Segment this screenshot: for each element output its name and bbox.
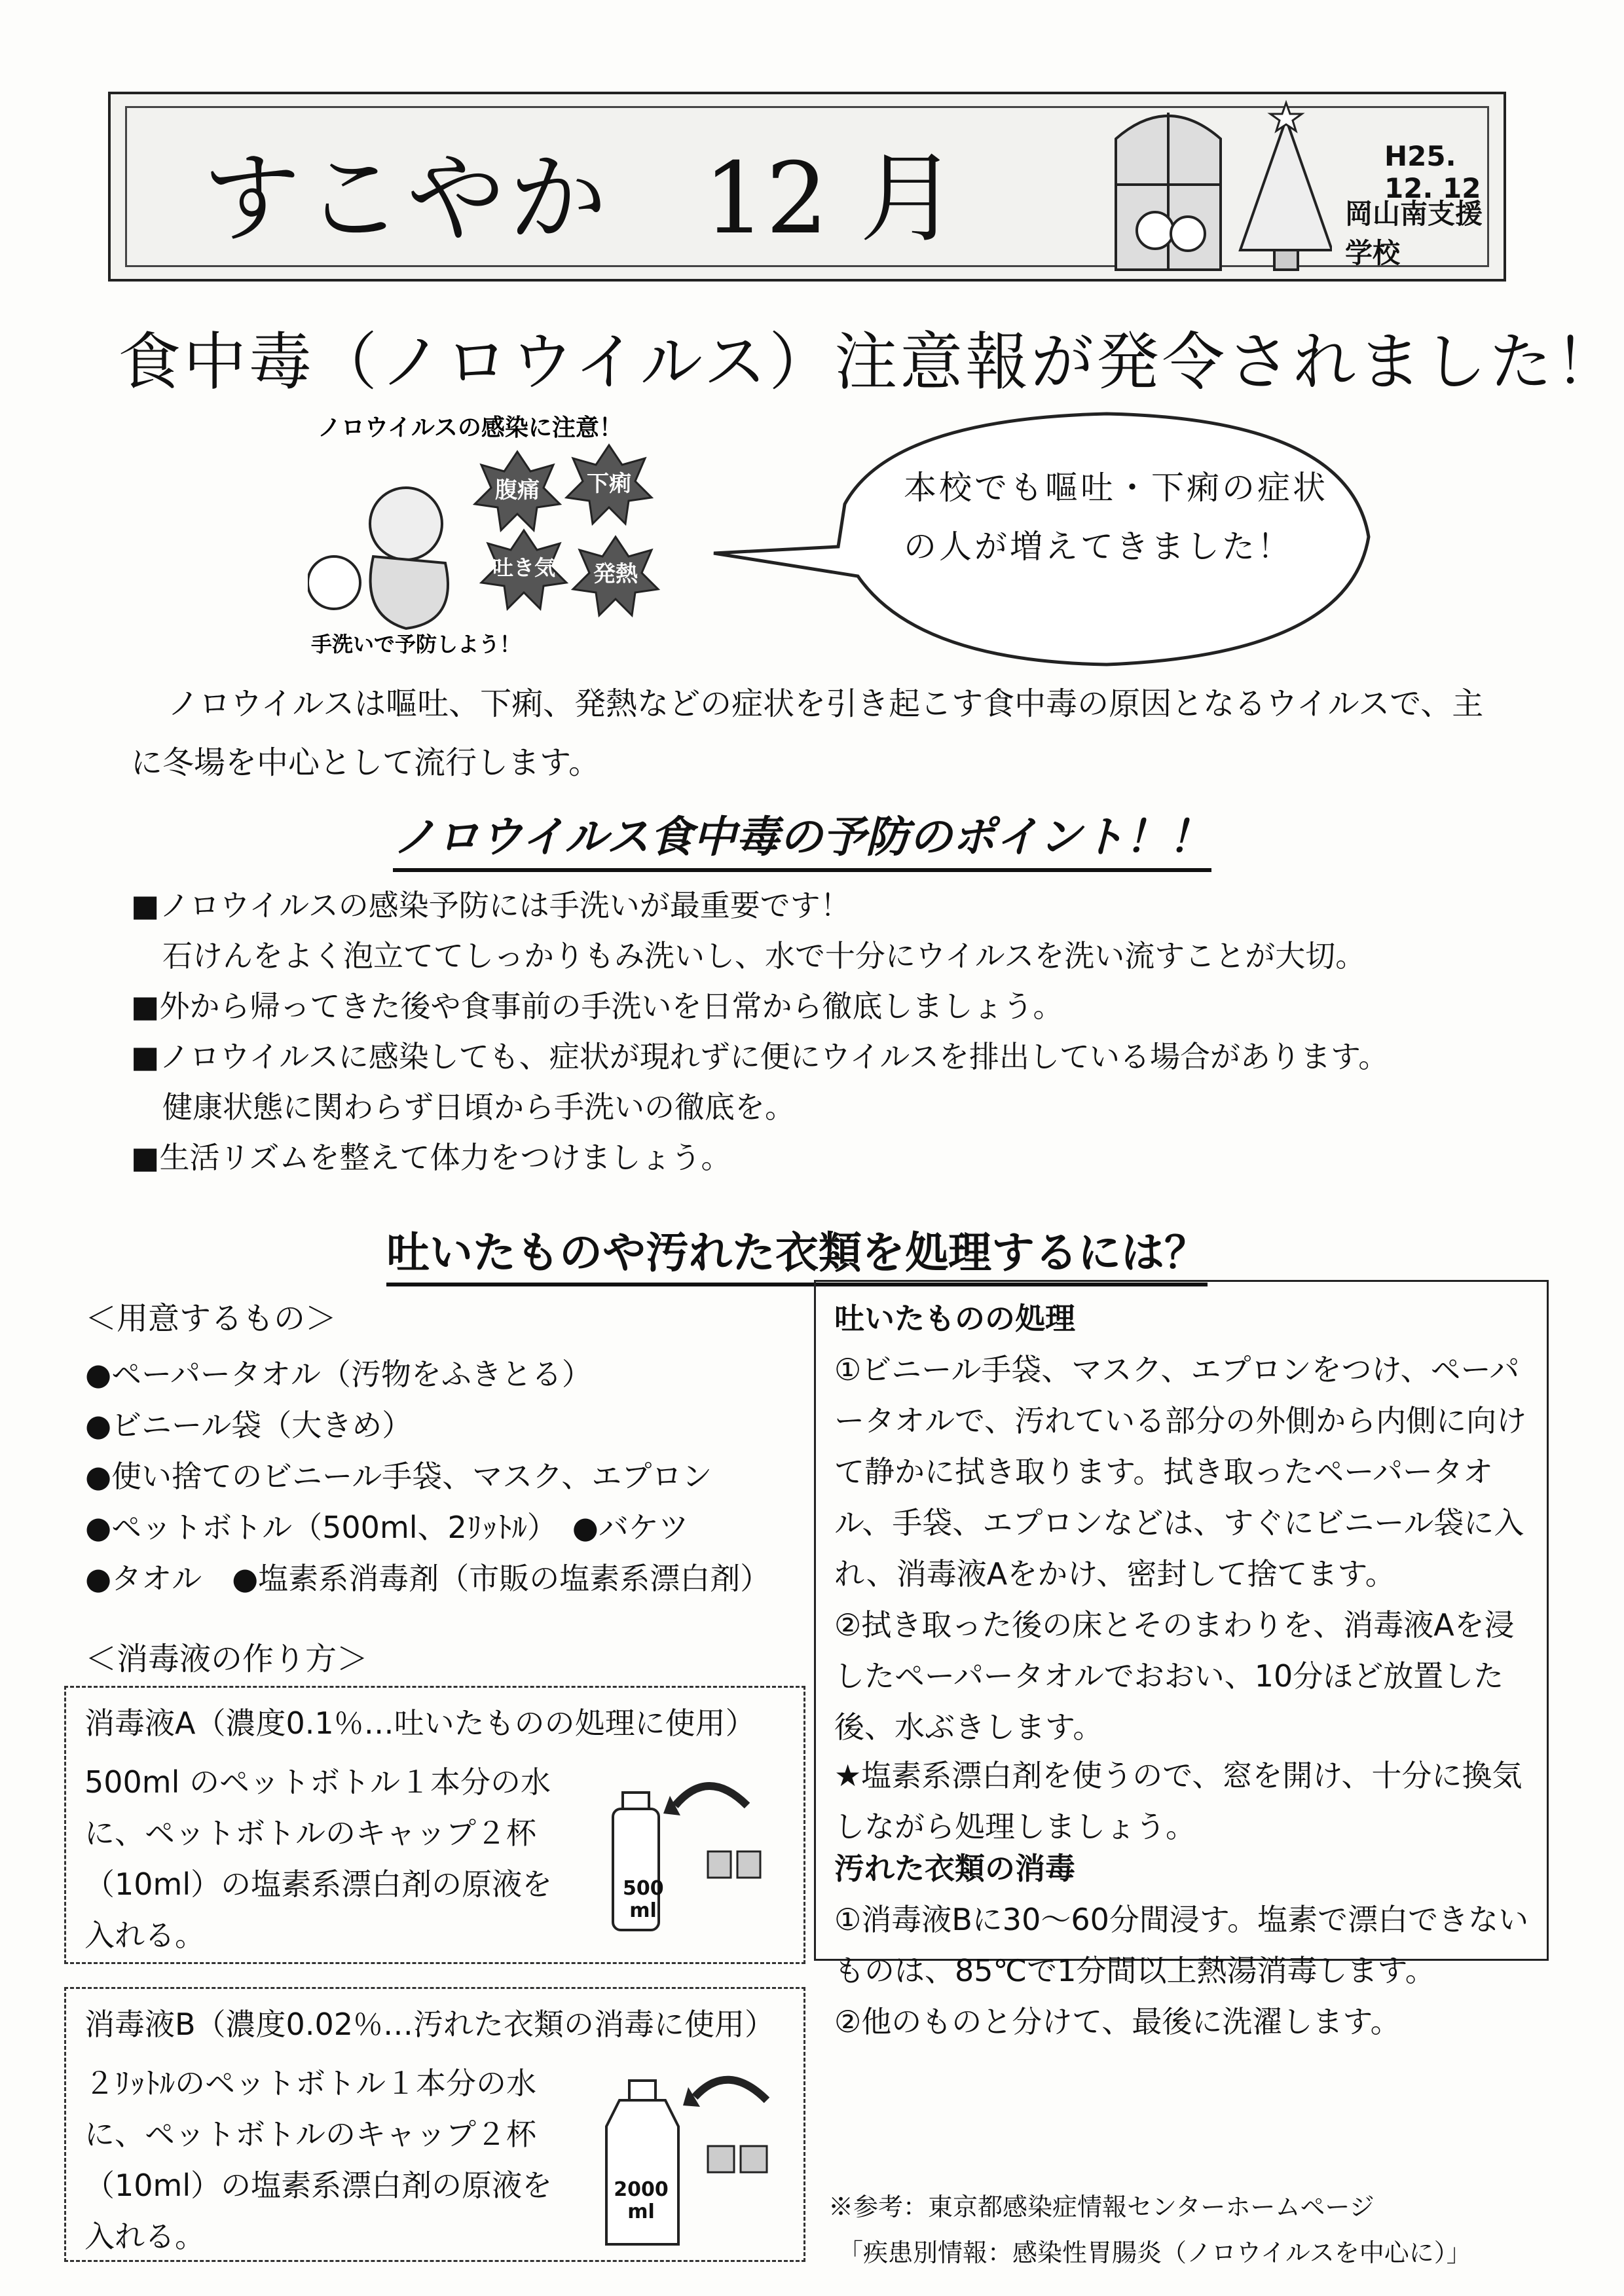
symptom-nausea: 吐き気 <box>492 555 556 580</box>
point-3-detail: 健康状態に関わらず日頃から手洗いの徹底を。 <box>162 1089 795 1125</box>
prepare-list <box>85 1349 805 1604</box>
ventilation-note: ★塩素系漂白剤を使うので、窓を開け、十分に換気しながら処理しましょう。 <box>834 1758 1522 1844</box>
solution-a-title: 消毒液A（濃度0.1％…吐いたものの処理に使用） <box>84 1705 756 1741</box>
christmas-illustration <box>1109 100 1332 276</box>
issue-date: H25. 12. 12 <box>1384 140 1481 204</box>
warning-title <box>318 414 623 441</box>
prepare-title: ＜用意するもの＞ <box>85 1300 337 1337</box>
solution-a-box <box>64 1686 805 1964</box>
solution-b-title: 消毒液B（濃度0.02％…汚れた衣類の消毒に使用） <box>84 2007 775 2042</box>
solution-b-body: ２ﾘｯﾄﾙのペットボトル１本分の水に、ペットボトルのキャップ２杯（10ml）の塩素系漂白剤の原液を入れる。 <box>84 2066 553 2254</box>
reference-page: 「疾患別情報：感染性胃腸炎（ノロウイルスを中心に）」 <box>838 2238 1471 2267</box>
cleanup-section-title: 吐いたものや汚れた衣類を処理するには？ <box>386 1218 1208 1286</box>
symptom-fever: 発熱 <box>593 561 638 587</box>
bubble-message: 本校でも嘔吐・下痢の症状の人が増えてきました！ <box>904 469 1328 566</box>
prepare-item: ●タオル ●塩素系消毒剤（市販の塩素系漂白剤） <box>85 1561 771 1596</box>
clothes-step-1: ①消毒液Bに30～60分間浸す。塩素で漂白できないものは、85℃で1分間以上熱湯消毒します。 <box>834 1902 1529 1988</box>
warning-caption: 手洗いで予防しよう！ <box>311 632 521 657</box>
svg-text:ノロウイルスの感染に注意！: ノロウイルスの感染に注意！ <box>318 414 623 441</box>
vomit-cleanup-title: 吐いたものの処理 <box>834 1301 1075 1336</box>
solution-howto-title: ＜消毒液の作り方＞ <box>85 1641 369 1677</box>
norovirus-warning-illustration <box>308 406 681 661</box>
header-banner <box>108 92 1506 282</box>
prepare-item: ●使い捨てのビニール手袋、マスク、エプロン <box>85 1459 712 1494</box>
newsletter-title: すこやか <box>202 142 612 256</box>
point-1-detail: 石けんをよく泡立ててしっかりもみ洗いし、水で十分にウイルスを洗い流すことが大切。 <box>162 938 1366 974</box>
clothes-step-2: ②他のものと分けて、最後に洗濯します。 <box>834 2004 1401 2039</box>
point-4: ■生活リズムを整えて体力をつけましょう。 <box>131 1140 731 1175</box>
symptom-diarrhea: 下痢 <box>587 471 631 497</box>
prevention-points <box>131 881 1513 1183</box>
intro-paragraph <box>131 674 1493 792</box>
vomit-step-1: ①ビニール手袋、マスク、エプロンをつけ、ペーパータオルで、汚れている部分の外側から内側に向けて静かに拭き取ります。拭き取ったペーパータオル、手袋、エプロンなどは、すぐにビニール袋に入れ、消毒液Aをかけ、密封して捨てます。 <box>834 1352 1527 1592</box>
vomit-cleanup-steps <box>834 1344 1535 1753</box>
bottle-2000-label: 2000 ml <box>614 2178 669 2223</box>
prepare-item: ●ペットボトル（500ml、2ﾘｯﾄﾙ） ●バケツ <box>85 1510 689 1545</box>
point-3: ■ノロウイルスに感染しても、症状が現れずに便にウイルスを排出している場合があります。 <box>131 1039 1389 1074</box>
cleanup-procedure-box <box>814 1280 1549 2039</box>
school-name: 岡山南支援学校 <box>1345 198 1483 269</box>
clothes-disinfection-steps <box>834 1894 1535 2047</box>
prepare-item: ●ビニール袋（大きめ） <box>85 1408 413 1443</box>
symptom-abdominal-pain: 腹痛 <box>495 477 540 503</box>
point-1: ■ノロウイルスの感染予防には手洗いが最重要です！ <box>131 888 851 923</box>
newsletter-month: 12 月 <box>703 142 958 256</box>
bottle-500-label: 500 ml <box>623 1877 664 1922</box>
prepare-item: ●ペーパータオル（汚物をふきとる） <box>85 1357 592 1392</box>
solution-a-body: 500ml のペットボトル１本分の水に、ペットボトルのキャップ２杯（10ml）の塩素系漂白剤の原液を入れる。 <box>84 1764 553 1953</box>
reference-source: ※参考：東京都感染症情報センターホームページ <box>828 2193 1375 2221</box>
headline: 食中毒（ノロウイルス）注意報が発令されました！ <box>118 325 1621 399</box>
solution-b-box <box>64 1987 805 2262</box>
point-2: ■外から帰ってきた後や食事前の手洗いを日常から徹底しましょう。 <box>131 989 1063 1024</box>
intro-text: ノロウイルスは嘔吐、下痢、発熱などの症状を引き起こす食中毒の原因となるウイルスで、主に冬場を中心として流行します。 <box>131 685 1484 781</box>
prevention-section-title: ノロウイルス食中毒の予防のポイント！！ <box>393 802 1211 872</box>
clothes-disinfection-title: 汚れた衣類の消毒 <box>834 1851 1075 1886</box>
vomit-step-2: ②拭き取った後の床とそのまわりを、消毒液Aを浸したペーパータオルでおおい、10分ほど放置した後、水ぶきします。 <box>834 1607 1515 1745</box>
